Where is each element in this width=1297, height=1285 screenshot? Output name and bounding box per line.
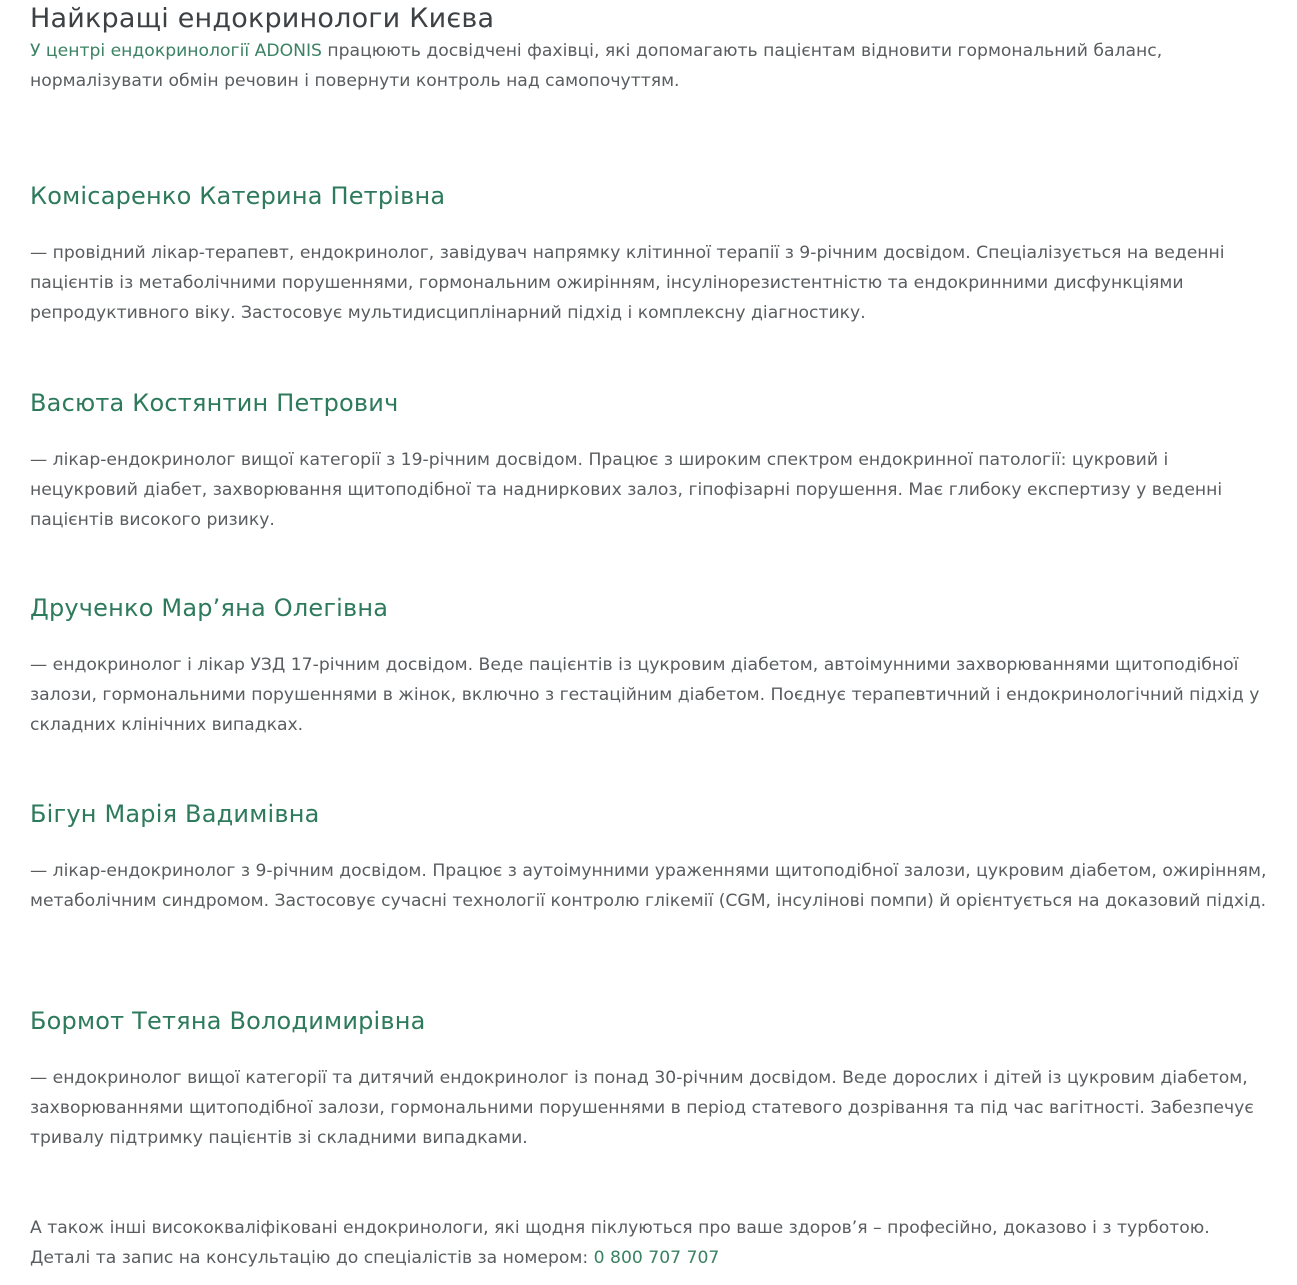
phone-link[interactable]: 0 800 707 707 xyxy=(593,1248,720,1268)
doctor-name: Бормот Тетяна Володимирівна xyxy=(30,1007,426,1035)
doctor-bio: — ендокринолог вищої категорії та дитячий ендокринолог із понад 30-річним досвідом. Веде дорослих і дітей із цукровим діабетом, захворюваннями щитоподібної залози, гормональними порушеннями в період статевого дозрівання та під час вагітності. Забезпечує тривалу підтримку пацієнтів зі складними випадками. xyxy=(30,1068,1254,1148)
doctor-bio: — лікар-ендокринолог з 9-річним досвідом. Працює з аутоімунними ураженнями щитоподібної залози, цукровим діабетом, ожирінням, метаболічним синдромом. Застосовує сучасні технології контролю глікемії (CGM, інсулінові помпи) й орієнтується на доказовий підхід. xyxy=(30,861,1267,911)
intro-text: працюють досвідчені фахівці, які допомагають пацієнтам відновити гормональний баланс, нормалізувати обмін речовин і повернути контроль над самопочуттям. xyxy=(30,41,1163,91)
doctor-name: Друченко Мар’яна Олегівна xyxy=(30,594,389,622)
doctor-card xyxy=(30,799,1270,916)
outro xyxy=(30,1213,1270,1273)
page-title: Найкращі ендокринологи Києва xyxy=(30,3,495,34)
doctor-card xyxy=(30,593,1270,740)
doctor-card xyxy=(30,388,1270,535)
doctor-card xyxy=(30,1006,1270,1153)
article xyxy=(0,0,1270,96)
contact-line xyxy=(30,1243,1270,1273)
doctor-name: Комісаренко Катерина Петрівна xyxy=(30,182,446,210)
outro-line: А також інші висококваліфіковані ендокринологи, які щодня піклуються про ваше здоров’я – професійно, доказово і з турботою. xyxy=(30,1218,1210,1238)
doctor-card xyxy=(30,181,1270,328)
doctor-bio: — ендокринолог і лікар УЗД 17-річним досвідом. Веде пацієнтів із цукровим діабетом, автоімунними захворюваннями щитоподібної залози, гормональними порушеннями в жінок, включно з гестаційним діабетом. Поєднує терапевтичний і ендокринологічний підхід у складних клінічних випадках. xyxy=(30,655,1260,735)
adonis-center-link[interactable]: У центрі ендокринології ADONIS xyxy=(30,41,322,61)
doctor-bio: — провідний лікар-терапевт, ендокринолог, завідувач напрямку клітинної терапії з 9-річним досвідом. Спеціалізується на веденні пацієнтів із метаболічними порушеннями, гормональним ожирінням, інсулінорезистентністю та ендокринними дисфункціями репродуктивного віку. Застосовує мультидисциплінарний підхід і комплексну діагностику. xyxy=(30,243,1225,323)
contact-prefix: Деталі та запис на консультацію до спеціалістів за номером: xyxy=(30,1248,594,1268)
doctor-bio: — лікар-ендокринолог вищої категорії з 19-річним досвідом. Працює з широким спектром ендокринної патології: цукровий і нецукровий діабет, захворювання щитоподібної та надниркових залоз, гіпофізарні порушення. Має глибоку експертизу у веденні пацієнтів високого ризику. xyxy=(30,450,1223,530)
doctor-name: Бігун Марія Вадимівна xyxy=(30,800,320,828)
doctor-name: Васюта Костянтин Петрович xyxy=(30,389,399,417)
intro-paragraph xyxy=(30,36,1270,96)
